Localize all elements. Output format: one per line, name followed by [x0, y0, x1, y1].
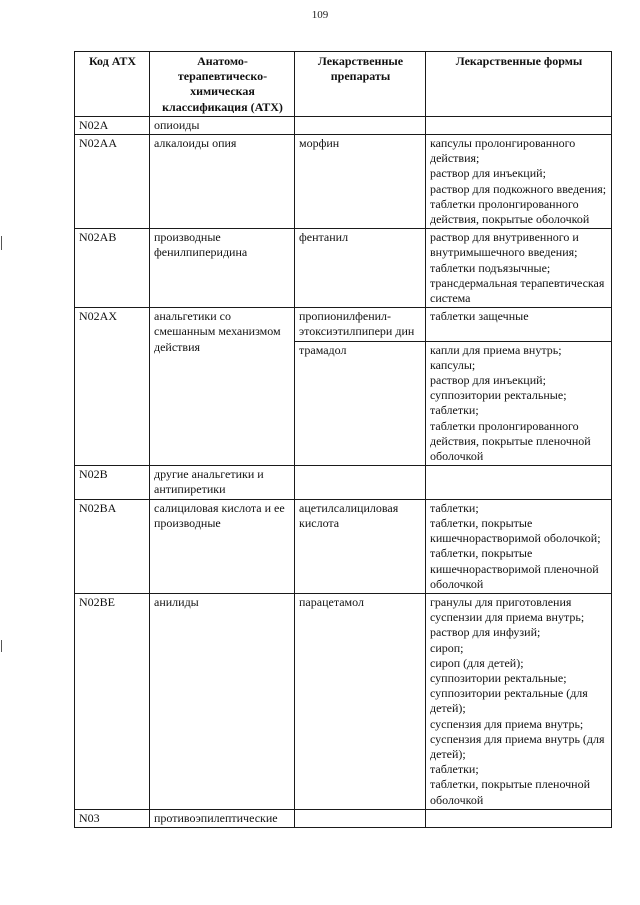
atx-class-cell: салициловая кислота и ее производные	[150, 499, 295, 593]
drug-cell: парацетамол	[295, 593, 426, 809]
table-row	[75, 593, 612, 809]
dosage-form: таблетки пролонгированного действия, покрытые оболочкой	[430, 196, 590, 227]
dosage-form: таблетки;	[430, 762, 479, 777]
dosage-form: таблетки;	[430, 500, 479, 515]
forms-cell	[426, 135, 612, 229]
table-row	[75, 116, 612, 134]
dosage-form: суспензия для приема внутрь (для детей);	[430, 731, 605, 761]
dosage-form: раствор для подкожного введения;	[430, 181, 607, 196]
header-atx-classification: Анатомо-терапевтическо-химическая классификация (АТХ)	[150, 52, 295, 117]
drug-cell: пропионилфенил-этоксиэтилпипери дин	[295, 308, 426, 341]
dosage-form: капли для приема внутрь;	[430, 342, 562, 357]
header-dosage-forms: Лекарственные формы	[426, 52, 612, 117]
dosage-form: таблетки, покрытые пленочной оболочкой	[430, 777, 591, 807]
dosage-form: суппозитории ректальные;	[430, 388, 567, 403]
atx-code-cell: N02BE	[75, 593, 150, 809]
dosage-form: раствор для инъекций;	[430, 373, 546, 388]
dosage-form: таблетки, покрытые кишечнорастворимой оболочкой;	[430, 515, 601, 546]
forms-cell	[426, 466, 612, 499]
atx-class-cell: противоэпилептические	[150, 809, 295, 827]
atx-class-cell: опиоиды	[150, 116, 295, 134]
drug-cell	[295, 809, 426, 827]
dosage-form: сироп (для детей);	[430, 655, 524, 670]
dosage-form: капсулы;	[430, 357, 476, 372]
drug-cell: ацетилсалициловая кислота	[295, 499, 426, 593]
atx-code-cell: N02AA	[75, 135, 150, 229]
dosage-form: сироп;	[430, 640, 464, 655]
table-row	[75, 499, 612, 593]
table-row	[75, 809, 612, 827]
dosage-form: раствор для инфузий;	[430, 625, 541, 640]
dosage-form: суппозитории ректальные;	[430, 670, 567, 685]
drug-cell	[295, 116, 426, 134]
forms-cell	[426, 308, 612, 341]
header-atx-code: Код АТХ	[75, 52, 150, 117]
atx-code-cell: N03	[75, 809, 150, 827]
table-row	[75, 229, 612, 308]
atx-class-cell: анальгетики со смешанным механизмом действия	[150, 308, 295, 466]
dosage-form: таблетки;	[430, 403, 479, 418]
table-row	[75, 135, 612, 229]
atx-class-cell: другие анальгетики и антипиретики	[150, 466, 295, 499]
scan-edge-mark	[1, 236, 2, 250]
atx-code-cell: N02AB	[75, 229, 150, 308]
drug-cell: трамадол	[295, 341, 426, 466]
forms-cell	[426, 499, 612, 593]
dosage-form: таблетки, покрытые кишечнорастворимой пленочной оболочкой	[430, 546, 599, 591]
forms-cell	[426, 809, 612, 827]
atx-code-cell: N02A	[75, 116, 150, 134]
dosage-form: таблетки подъязычные;	[430, 260, 551, 275]
table-row	[75, 308, 612, 341]
atx-drug-table	[74, 51, 612, 828]
dosage-form: раствор для инъекций;	[430, 166, 546, 181]
dosage-form: суспензия для приема внутрь;	[430, 716, 584, 731]
forms-cell	[426, 341, 612, 466]
dosage-form: суппозитории ректальные (для детей);	[430, 686, 588, 716]
dosage-form: раствор для внутривенного и внутримышечного введения;	[430, 230, 579, 260]
drug-cell: морфин	[295, 135, 426, 229]
atx-class-cell: анилиды	[150, 593, 295, 809]
dosage-form: таблетки пролонгированного действия, покрытые пленочной оболочкой	[430, 418, 591, 464]
atx-code-cell: N02AX	[75, 308, 150, 466]
table-header-row	[75, 52, 612, 117]
forms-cell	[426, 116, 612, 134]
drug-cell: фентанил	[295, 229, 426, 308]
dosage-form: таблетки защечные	[430, 309, 529, 324]
drug-cell	[295, 466, 426, 499]
page-number: 109	[311, 9, 329, 21]
atx-code-cell: N02BA	[75, 499, 150, 593]
forms-cell	[426, 593, 612, 809]
atx-class-cell: алкалоиды опия	[150, 135, 295, 229]
atx-class-cell: производные фенилпиперидина	[150, 229, 295, 308]
scan-edge-mark	[1, 640, 2, 652]
dosage-form: капсулы пролонгированного действия;	[430, 136, 576, 166]
atx-code-cell: N02B	[75, 466, 150, 499]
table-row	[75, 466, 612, 499]
dosage-form: гранулы для приготовления суспензии для приема внутрь;	[430, 594, 585, 625]
dosage-form: трансдермальная терапевтическая система	[430, 275, 605, 306]
header-drugs: Лекарственные препараты	[295, 52, 426, 117]
forms-cell	[426, 229, 612, 308]
